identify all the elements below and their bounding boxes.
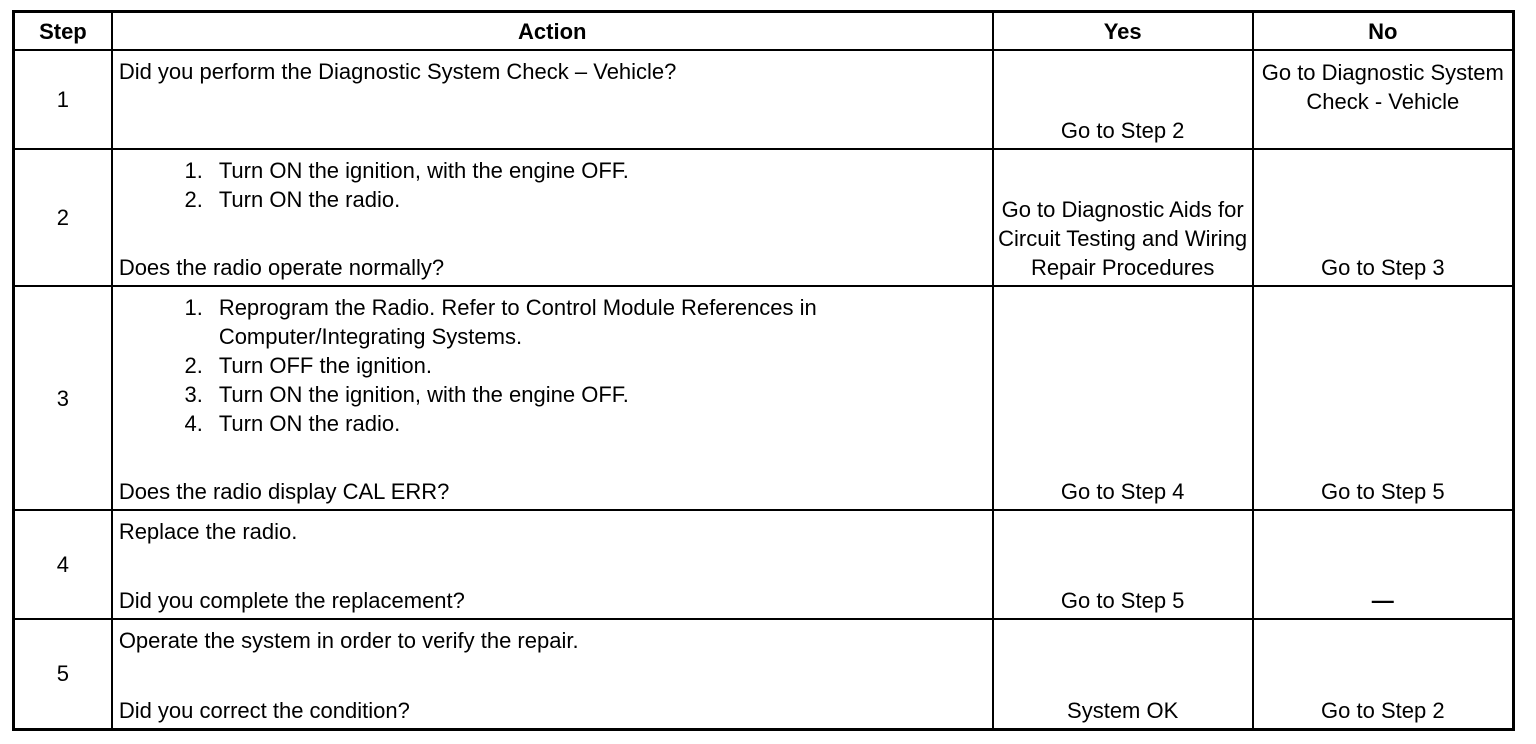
list-item [119, 351, 986, 380]
no-result: Go to Diagnostic System Check - Vehicle [1253, 50, 1514, 149]
list-item [119, 185, 986, 214]
yes-result: Go to Step 4 [993, 286, 1253, 510]
yes-result: System OK [993, 619, 1253, 729]
header-yes: Yes [993, 12, 1253, 51]
yes-result: Go to Step 5 [993, 510, 1253, 619]
yes-result: Go to Step 2 [993, 50, 1253, 149]
diagnostic-table [12, 10, 1515, 731]
table-row [14, 149, 1514, 286]
list-item-number: 4. [184, 411, 203, 436]
list-item-number: 3. [184, 382, 203, 407]
list-item [119, 293, 986, 351]
no-result: — [1253, 510, 1514, 619]
action-cell [112, 619, 993, 729]
header-no: No [1253, 12, 1514, 51]
step-number: 4 [14, 510, 112, 619]
list-item-text: Turn OFF the ignition. [218, 353, 432, 378]
no-result: Go to Step 2 [1253, 619, 1514, 729]
table-row [14, 619, 1514, 729]
action-cell [112, 510, 993, 619]
list-item-text: Turn ON the ignition, with the engine OFF. [218, 158, 629, 183]
list-item-text: Reprogram the Radio. Refer to Control Module References in Computer/Integrating Systems. [218, 295, 817, 349]
no-result: Go to Step 5 [1253, 286, 1514, 510]
action-question: Does the radio operate normally? [118, 255, 445, 280]
list-item-number: 2. [184, 353, 203, 378]
header-action: Action [112, 12, 993, 51]
step-number: 5 [14, 619, 112, 729]
action-question: Did you perform the Diagnostic System Check – Vehicle? [118, 59, 677, 84]
action-cell [112, 50, 993, 149]
action-instruction: Operate the system in order to verify the repair. [118, 628, 579, 653]
action-question: Did you complete the replacement? [118, 588, 465, 613]
header-step: Step [14, 12, 112, 51]
action-steps-list [119, 156, 986, 214]
action-cell [112, 149, 993, 286]
action-cell [112, 286, 993, 510]
step-number: 3 [14, 286, 112, 510]
list-item-text: Turn ON the radio. [218, 187, 401, 212]
table-row [14, 286, 1514, 510]
table-row [14, 50, 1514, 149]
list-item [119, 380, 986, 409]
list-item [119, 156, 986, 185]
table-header-row [14, 12, 1514, 51]
action-question: Does the radio display CAL ERR? [118, 479, 450, 504]
list-item [119, 409, 986, 438]
list-item-number: 2. [184, 187, 203, 212]
list-item-text: Turn ON the radio. [218, 411, 401, 436]
list-item-number: 1. [184, 158, 203, 183]
step-number: 1 [14, 50, 112, 149]
action-steps-list [119, 293, 986, 438]
list-item-text: Turn ON the ignition, with the engine OFF. [218, 382, 629, 407]
step-number: 2 [14, 149, 112, 286]
action-question: Did you correct the condition? [118, 697, 410, 723]
no-result: Go to Step 3 [1253, 149, 1514, 286]
yes-result: Go to Diagnostic Aids for Circuit Testing and Wiring Repair Procedures [993, 149, 1253, 286]
list-item-number: 1. [184, 295, 203, 320]
action-instruction: Replace the radio. [118, 519, 298, 544]
table-row [14, 510, 1514, 619]
